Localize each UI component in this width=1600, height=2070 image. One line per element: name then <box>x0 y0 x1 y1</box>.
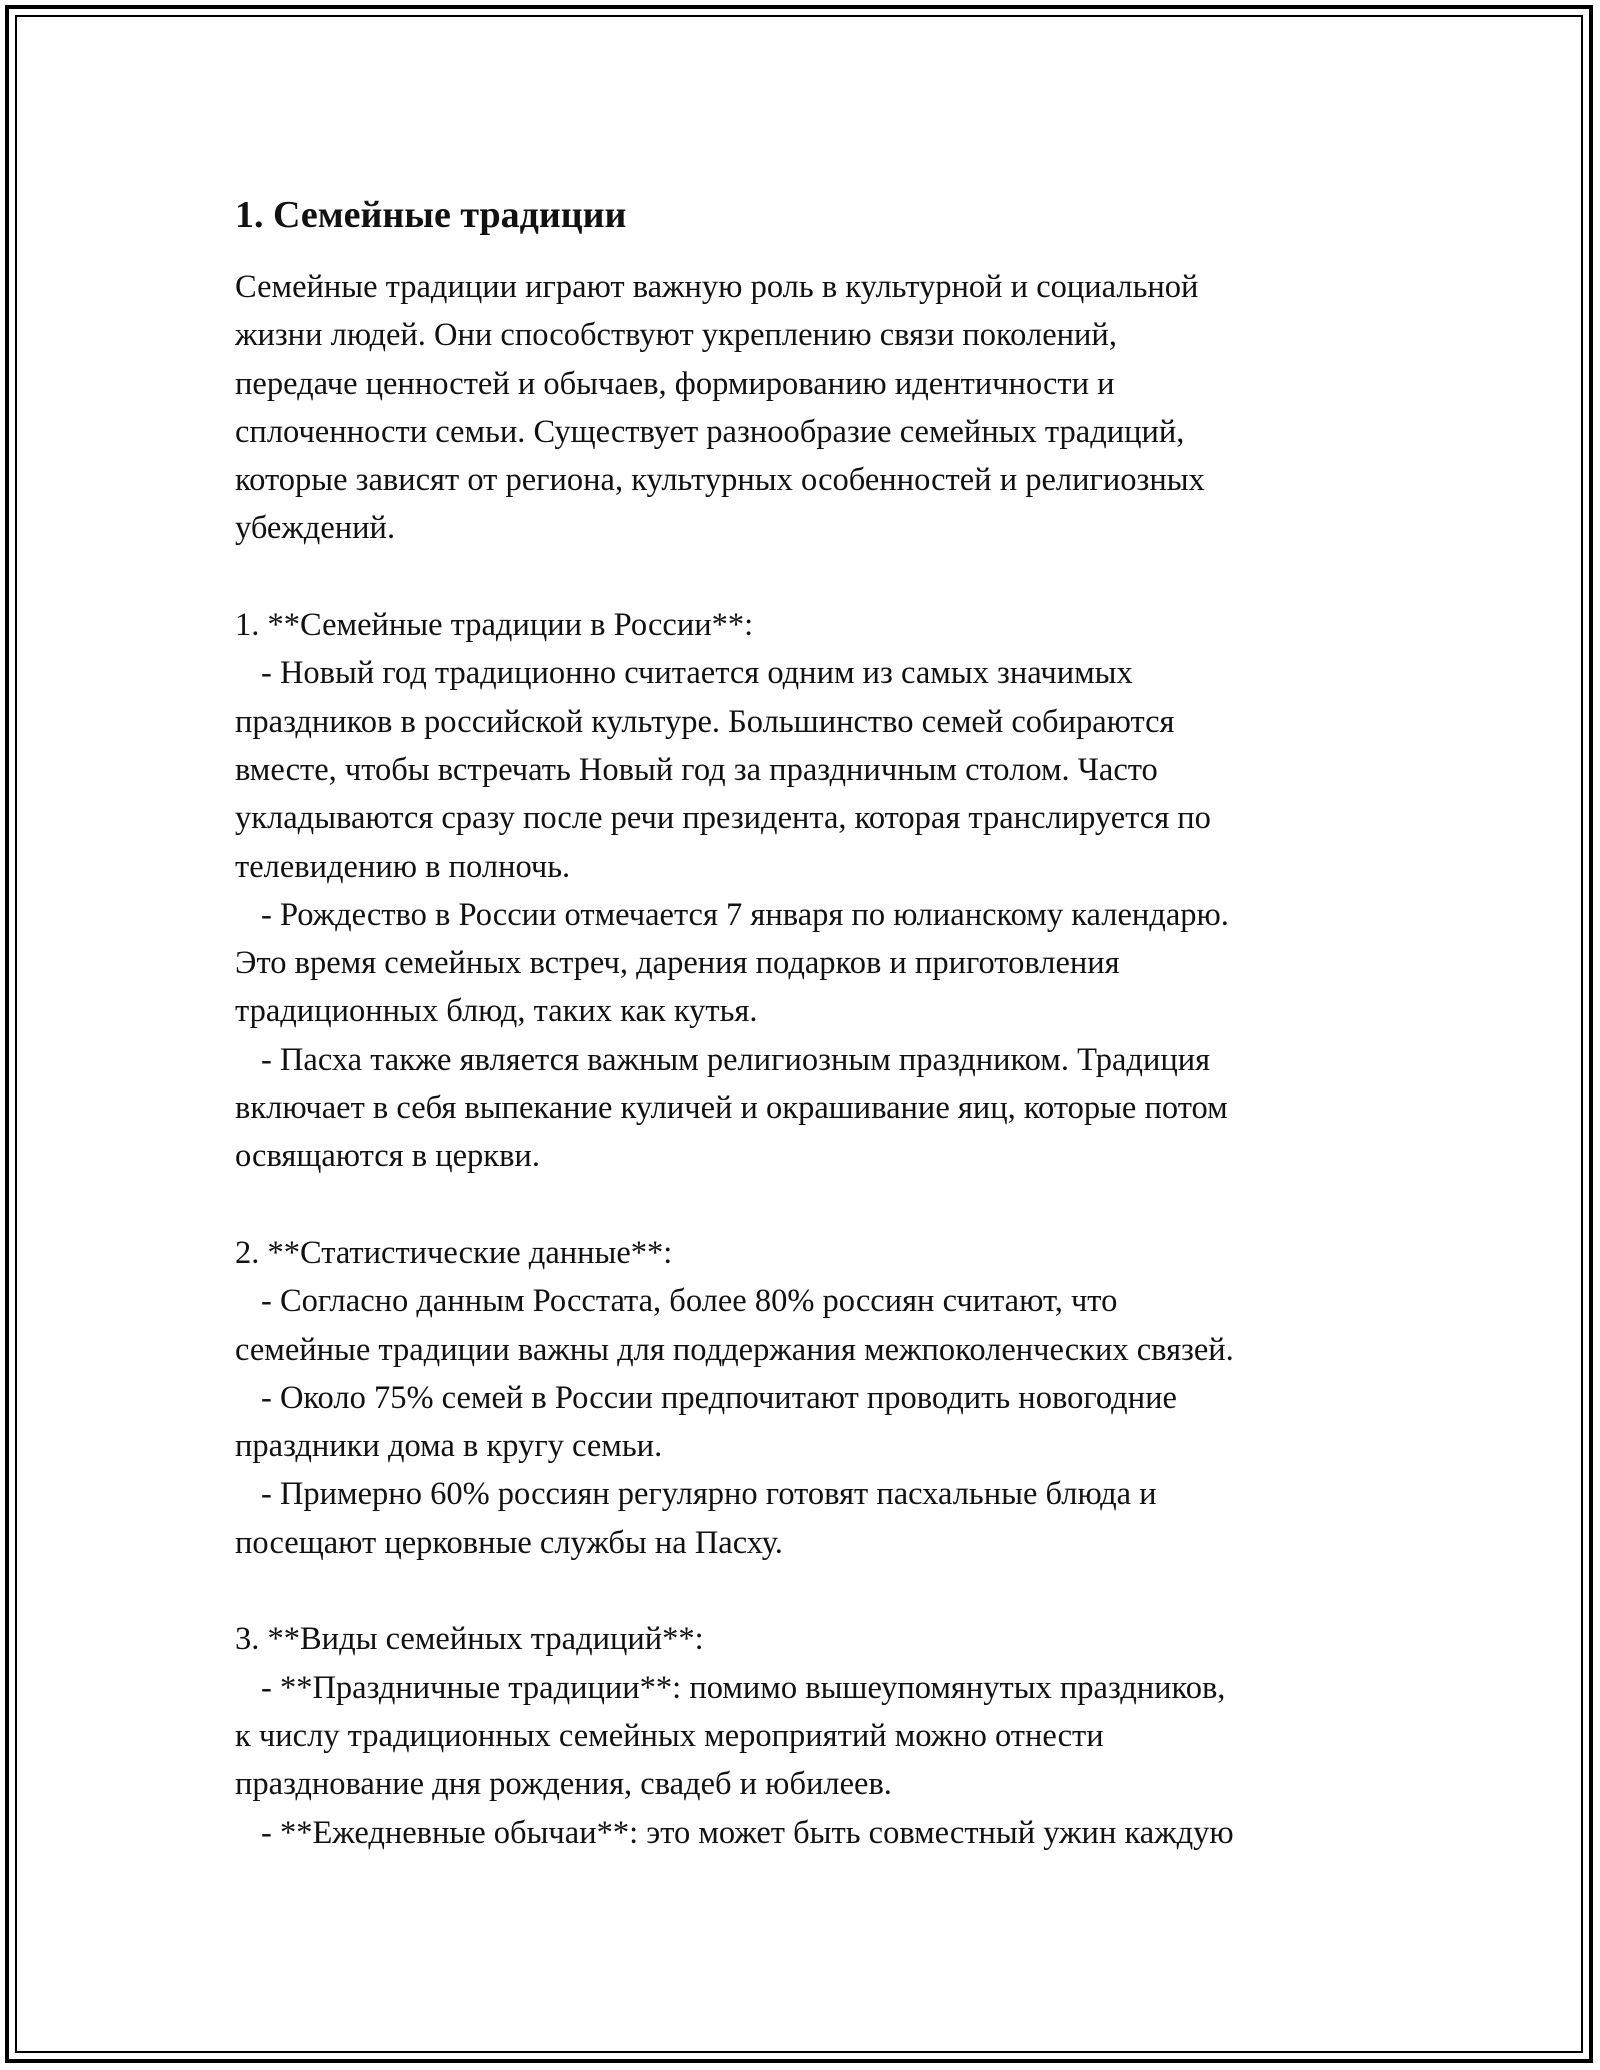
list-item-bullet-line: - Новый год традиционно считается одним из самых значимых <box>261 655 1133 692</box>
list-item <box>235 1470 1380 1567</box>
text-line: убеждений. <box>235 510 396 547</box>
blank-line <box>235 1181 1380 1229</box>
list-item <box>235 1277 1380 1374</box>
text-line: праздники дома в кругу семьи. <box>235 1428 663 1465</box>
list-item-bullet-line: - Рождество в России отмечается 7 января по юлианскому календарю. <box>261 896 1229 933</box>
section-heading: 3. **Виды семейных традиций**: <box>235 1621 704 1658</box>
text-line: Семейные традиции играют важную роль в культурной и социальной <box>235 269 1199 305</box>
text-line: праздников в российской культуре. Большинство семей собираются <box>235 703 1175 740</box>
blank-line <box>235 553 1380 601</box>
list-item-bullet-line: - **Праздничные традиции**: помимо вышеупомянутых праздников, <box>261 1669 1226 1706</box>
text-line: сплоченности семьи. Существует разнообразие семейных традиций, <box>235 413 1185 450</box>
text-line: передаче ценностей и обычаев, формированию идентичности и <box>235 365 1115 402</box>
text-line: которые зависят от региона, культурных особенностей и религиозных <box>235 462 1205 499</box>
section-heading: 2. **Статистические данные**: <box>235 1234 673 1271</box>
intro-paragraph <box>235 263 1380 553</box>
text-line: телевидению в полночь. <box>235 848 571 885</box>
list-item-bullet-line: - Пасха также является важным религиозным праздником. Традиция <box>261 1041 1211 1078</box>
list-item <box>235 1809 1380 1857</box>
list-item-bullet-line: - **Ежедневные обычаи**: это может быть совместный ужин каждую <box>261 1814 1234 1851</box>
document-title: 1. Семейные традиции <box>235 194 627 236</box>
section-types <box>235 1615 1380 1856</box>
list-item-bullet-line: - Согласно данным Росстата, более 80% россиян считают, что <box>261 1283 1118 1320</box>
document-body <box>235 188 1380 1857</box>
list-item <box>235 1664 1380 1809</box>
section-heading: 1. **Семейные традиции в России**: <box>235 607 754 644</box>
list-item-bullet-line: - Примерно 60% россиян регулярно готовят пасхальные блюда и <box>261 1476 1157 1513</box>
list-item <box>235 1374 1380 1471</box>
text-line: традиционных блюд, таких как кутья. <box>235 993 758 1030</box>
text-line: жизни людей. Они способствуют укреплению связи поколений, <box>235 317 1117 354</box>
text-line: празднование дня рождения, свадеб и юбилеев. <box>235 1766 892 1803</box>
text-line: укладываются сразу после речи президента, которая транслируется по <box>235 800 1211 837</box>
text-line: включает в себя выпекание куличей и окрашивание яиц, которые потом <box>235 1090 1228 1127</box>
text-line: освящаются в церкви. <box>235 1138 540 1175</box>
list-item <box>235 649 1380 890</box>
list-item <box>235 1036 1380 1181</box>
blank-line <box>235 1567 1380 1615</box>
text-line: посещают церковные службы на Пасху. <box>235 1524 783 1561</box>
list-item <box>235 891 1380 1036</box>
text-line: к числу традиционных семейных мероприятий можно отнести <box>235 1717 1104 1754</box>
text-line: Это время семейных встреч, дарения подарков и приготовления <box>235 945 1120 982</box>
text-line: семейные традиции важны для поддержания межпоколенческих связей. <box>235 1331 1234 1368</box>
section-russia <box>235 601 1380 1181</box>
text-line: вместе, чтобы встречать Новый год за праздничным столом. Часто <box>235 751 1158 788</box>
list-item-bullet-line: - Около 75% семей в России предпочитают проводить новогодние <box>261 1379 1177 1416</box>
section-statistics <box>235 1229 1380 1567</box>
